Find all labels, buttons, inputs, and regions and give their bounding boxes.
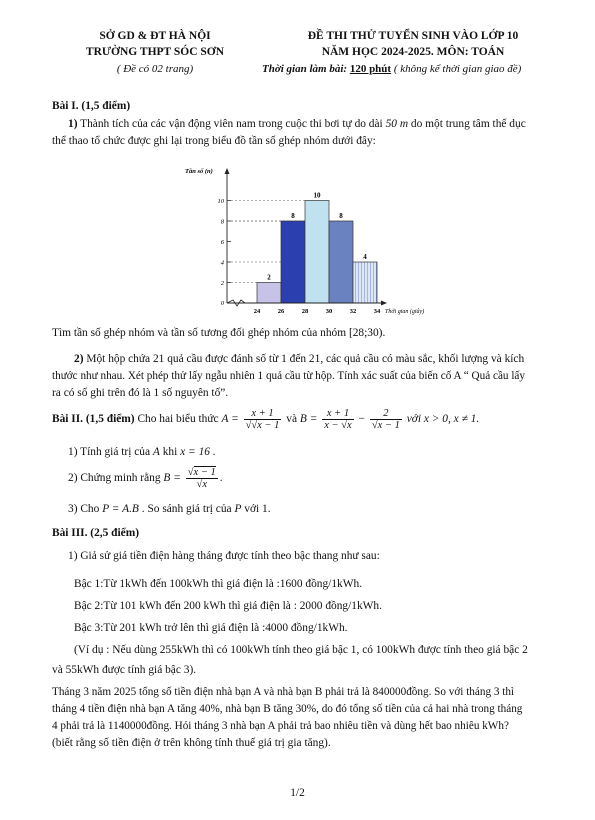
expr-B-den1: x − √x: [324, 420, 352, 431]
q2-line2: thước như nhau. Xét phép thử lấy ngẫu nhiên 1 quả cầu từ hộp. Tính xác suất của biến cố A “ Quả cầu lấy: [52, 370, 525, 382]
histogram-bar: [281, 221, 305, 303]
tier-1: Bậc 1:Từ 1kWh đến 100kWh thì giá điện là :1600 đồng/1kWh.: [74, 578, 363, 590]
y-tick-label: 4: [220, 259, 224, 267]
department-name: SỞ GD & ĐT HÀ NỘI: [99, 30, 211, 42]
histogram-bar: [329, 221, 353, 303]
exam-time: [262, 63, 572, 75]
s2q1-when: khi: [162, 446, 178, 458]
y-axis-arrow: [225, 168, 230, 174]
origin-label: 0: [220, 300, 224, 307]
y-tick-label: 10: [217, 198, 224, 205]
q1-text-a: Thành tích của các vận động viên nam trong cuộc thi bơi tự do dài: [80, 118, 383, 130]
expr-A-lhs: A =: [221, 413, 239, 426]
s2q2-text: 2) Chứng minh rằng: [68, 472, 161, 485]
histogram-bar: [257, 283, 281, 304]
s2q3-end: với 1.: [244, 503, 271, 515]
y-tick-label: 8: [220, 218, 224, 226]
time-note: ( không kể thời gian giao đề): [393, 63, 522, 75]
q2-number: 2): [74, 353, 84, 365]
q1-line1: [68, 118, 568, 130]
expr-B-part1: [322, 408, 353, 431]
q1-line2: thể thao tổ chức được ghi lại trong biểu đồ tần số ghép nhóm dưới đây:: [52, 135, 376, 147]
x-tick-label: 26: [277, 308, 285, 315]
expr-B-num1: x + 1: [322, 408, 353, 420]
and-text: và: [286, 413, 298, 426]
expr-A-num: x + 1: [244, 408, 282, 420]
q1-ask-end: .: [382, 327, 386, 339]
histogram-bar: [305, 201, 329, 304]
x-tick-label: 34: [373, 308, 381, 315]
exam-title: ĐỀ THI THỬ TUYỂN SINH VÀO LỚP 10: [307, 30, 519, 42]
bar-value-label: 10: [313, 191, 321, 200]
section-3-title: Bài III. (2,5 điểm): [52, 527, 140, 539]
bar-value-label: 8: [339, 212, 343, 220]
x-axis-title: Thời gian (giây): [385, 309, 425, 315]
x-tick-label: 28: [301, 308, 309, 315]
s2q1-var: A: [152, 446, 160, 458]
s2q3-text: 3) Cho: [68, 503, 100, 515]
s2q2-num: √x − 1: [187, 467, 216, 478]
x-tick-label: 24: [253, 308, 261, 315]
time-value: 120 phút: [349, 63, 392, 75]
s2q2-frac: [186, 467, 218, 490]
expr-B-lhs: B =: [299, 413, 318, 426]
expr-B-part2: [370, 408, 402, 431]
example-line1: (Ví dụ : Nếu dùng 255kWh thì có 100kWh tính theo giá bậc 1, có 100kWh được tính theo giá bậc 2: [74, 644, 528, 656]
s2q3-var: P: [234, 503, 242, 515]
page-number: 1/2: [290, 787, 305, 799]
x-tick-label: 30: [325, 308, 333, 315]
s2q1-value: x = 16 .: [180, 446, 216, 458]
s2q2-lhs: B =: [163, 472, 181, 485]
x-tick-label: 32: [349, 308, 357, 315]
minus-sign: −: [358, 413, 365, 426]
q2-text-1: Một hộp chứa 21 quả cầu được đánh số từ 1 đến 21, các quả cầu có màu sắc, khối lượng và kích: [86, 353, 525, 365]
tier-3: Bậc 3:Từ 201 kWh trở lên thì giá điện là :4000 đồng/1kWh.: [74, 622, 348, 634]
tier-2: Bậc 2:Từ 101 kWh đến 200 kWh thì giá điện là : 2000 đồng/1kWh.: [74, 600, 382, 612]
s2q3-compare: . So sánh giá trị của: [141, 503, 232, 515]
section-2-q1: [68, 446, 216, 458]
q1-distance: 50 m: [385, 118, 409, 130]
example-line2: và 55kWh được tính giá bậc 3).: [52, 664, 197, 676]
expr-A: [244, 408, 282, 431]
section-2-q2: [68, 467, 223, 490]
expr-B-den2: √x − 1: [371, 420, 400, 431]
problem-line4: (biết rằng số tiền điện ở trên không tính thuế giá trị gia tăng).: [52, 737, 331, 749]
bar-value-label: 4: [363, 253, 367, 261]
s2q2-end: .: [219, 472, 223, 485]
q1-ask-group: [28;30): [348, 327, 383, 339]
y-tick-label: 6: [220, 239, 224, 246]
time-label: Thời gian làm bài:: [262, 63, 348, 75]
q1-text-b: do một trung tâm thể dục: [410, 118, 526, 130]
bar-value-label: 8: [291, 212, 295, 220]
expr-A-den: √√ x − 1: [244, 420, 282, 431]
q1-ask-text: Tìm tần số ghép nhóm và tần số tương đối ghép nhóm của nhóm: [52, 327, 347, 339]
q2-line3: ra có số ghi trên đó là 1 số nguyên tố”.: [52, 387, 229, 399]
y-axis-title: Tần số (n): [185, 168, 213, 175]
section-2-title: Bài II. (1,5 điểm): [52, 413, 135, 426]
s2q2-den: √x: [196, 479, 207, 490]
section-2-intro: [52, 408, 479, 431]
s2q1-text: 1) Tính giá trị của: [68, 446, 151, 458]
condition: với x > 0, x ≠ 1.: [406, 413, 480, 426]
expr-B-num2: 2: [370, 408, 402, 420]
y-tick-label: 2: [220, 280, 224, 287]
q1-number: 1): [68, 118, 78, 130]
frequency-histogram: [175, 160, 425, 320]
exam-subtitle: NĂM HỌC 2024-2025. MÔN: TOÁN: [321, 46, 505, 58]
bar-value-label: 2: [267, 273, 271, 282]
q2-line1: [74, 353, 524, 365]
problem-line3: 4 phải trả là 1140000đồng. Hỏi tháng 3 nhà bạn A phải trả bao nhiêu tiền và dùng hết bao nhiêu kWh?: [52, 720, 509, 732]
s2q3-expr: P = A.B: [102, 503, 139, 515]
school-name: TRƯỜNG THPT SÓC SƠN: [85, 46, 225, 58]
x-axis-arrow: [381, 301, 387, 306]
s3q1-intro: 1) Giả sử giá tiền điện hàng tháng được tính theo bậc thang như sau:: [68, 550, 380, 562]
section-2-intro-text: Cho hai biểu thức: [137, 413, 219, 426]
section-1-title: Bài I. (1,5 điểm): [52, 100, 131, 112]
section-2-q3: [68, 503, 271, 515]
histogram-bar: [353, 262, 377, 303]
problem-line2: tháng 4 tiền điện nhà bạn A tăng 40%, nhà bạn B tăng 30%, do đó tổng số tiền của cả hai nhà trong tháng: [52, 703, 523, 715]
page-count-note: ( Đề có 02 trang): [116, 63, 194, 75]
q1-ask: [52, 327, 385, 339]
problem-line1: Tháng 3 năm 2025 tổng số tiền điện nhà bạn A và nhà bạn B phải trả là 840000đồng. So với tháng 3 thì: [52, 686, 515, 698]
